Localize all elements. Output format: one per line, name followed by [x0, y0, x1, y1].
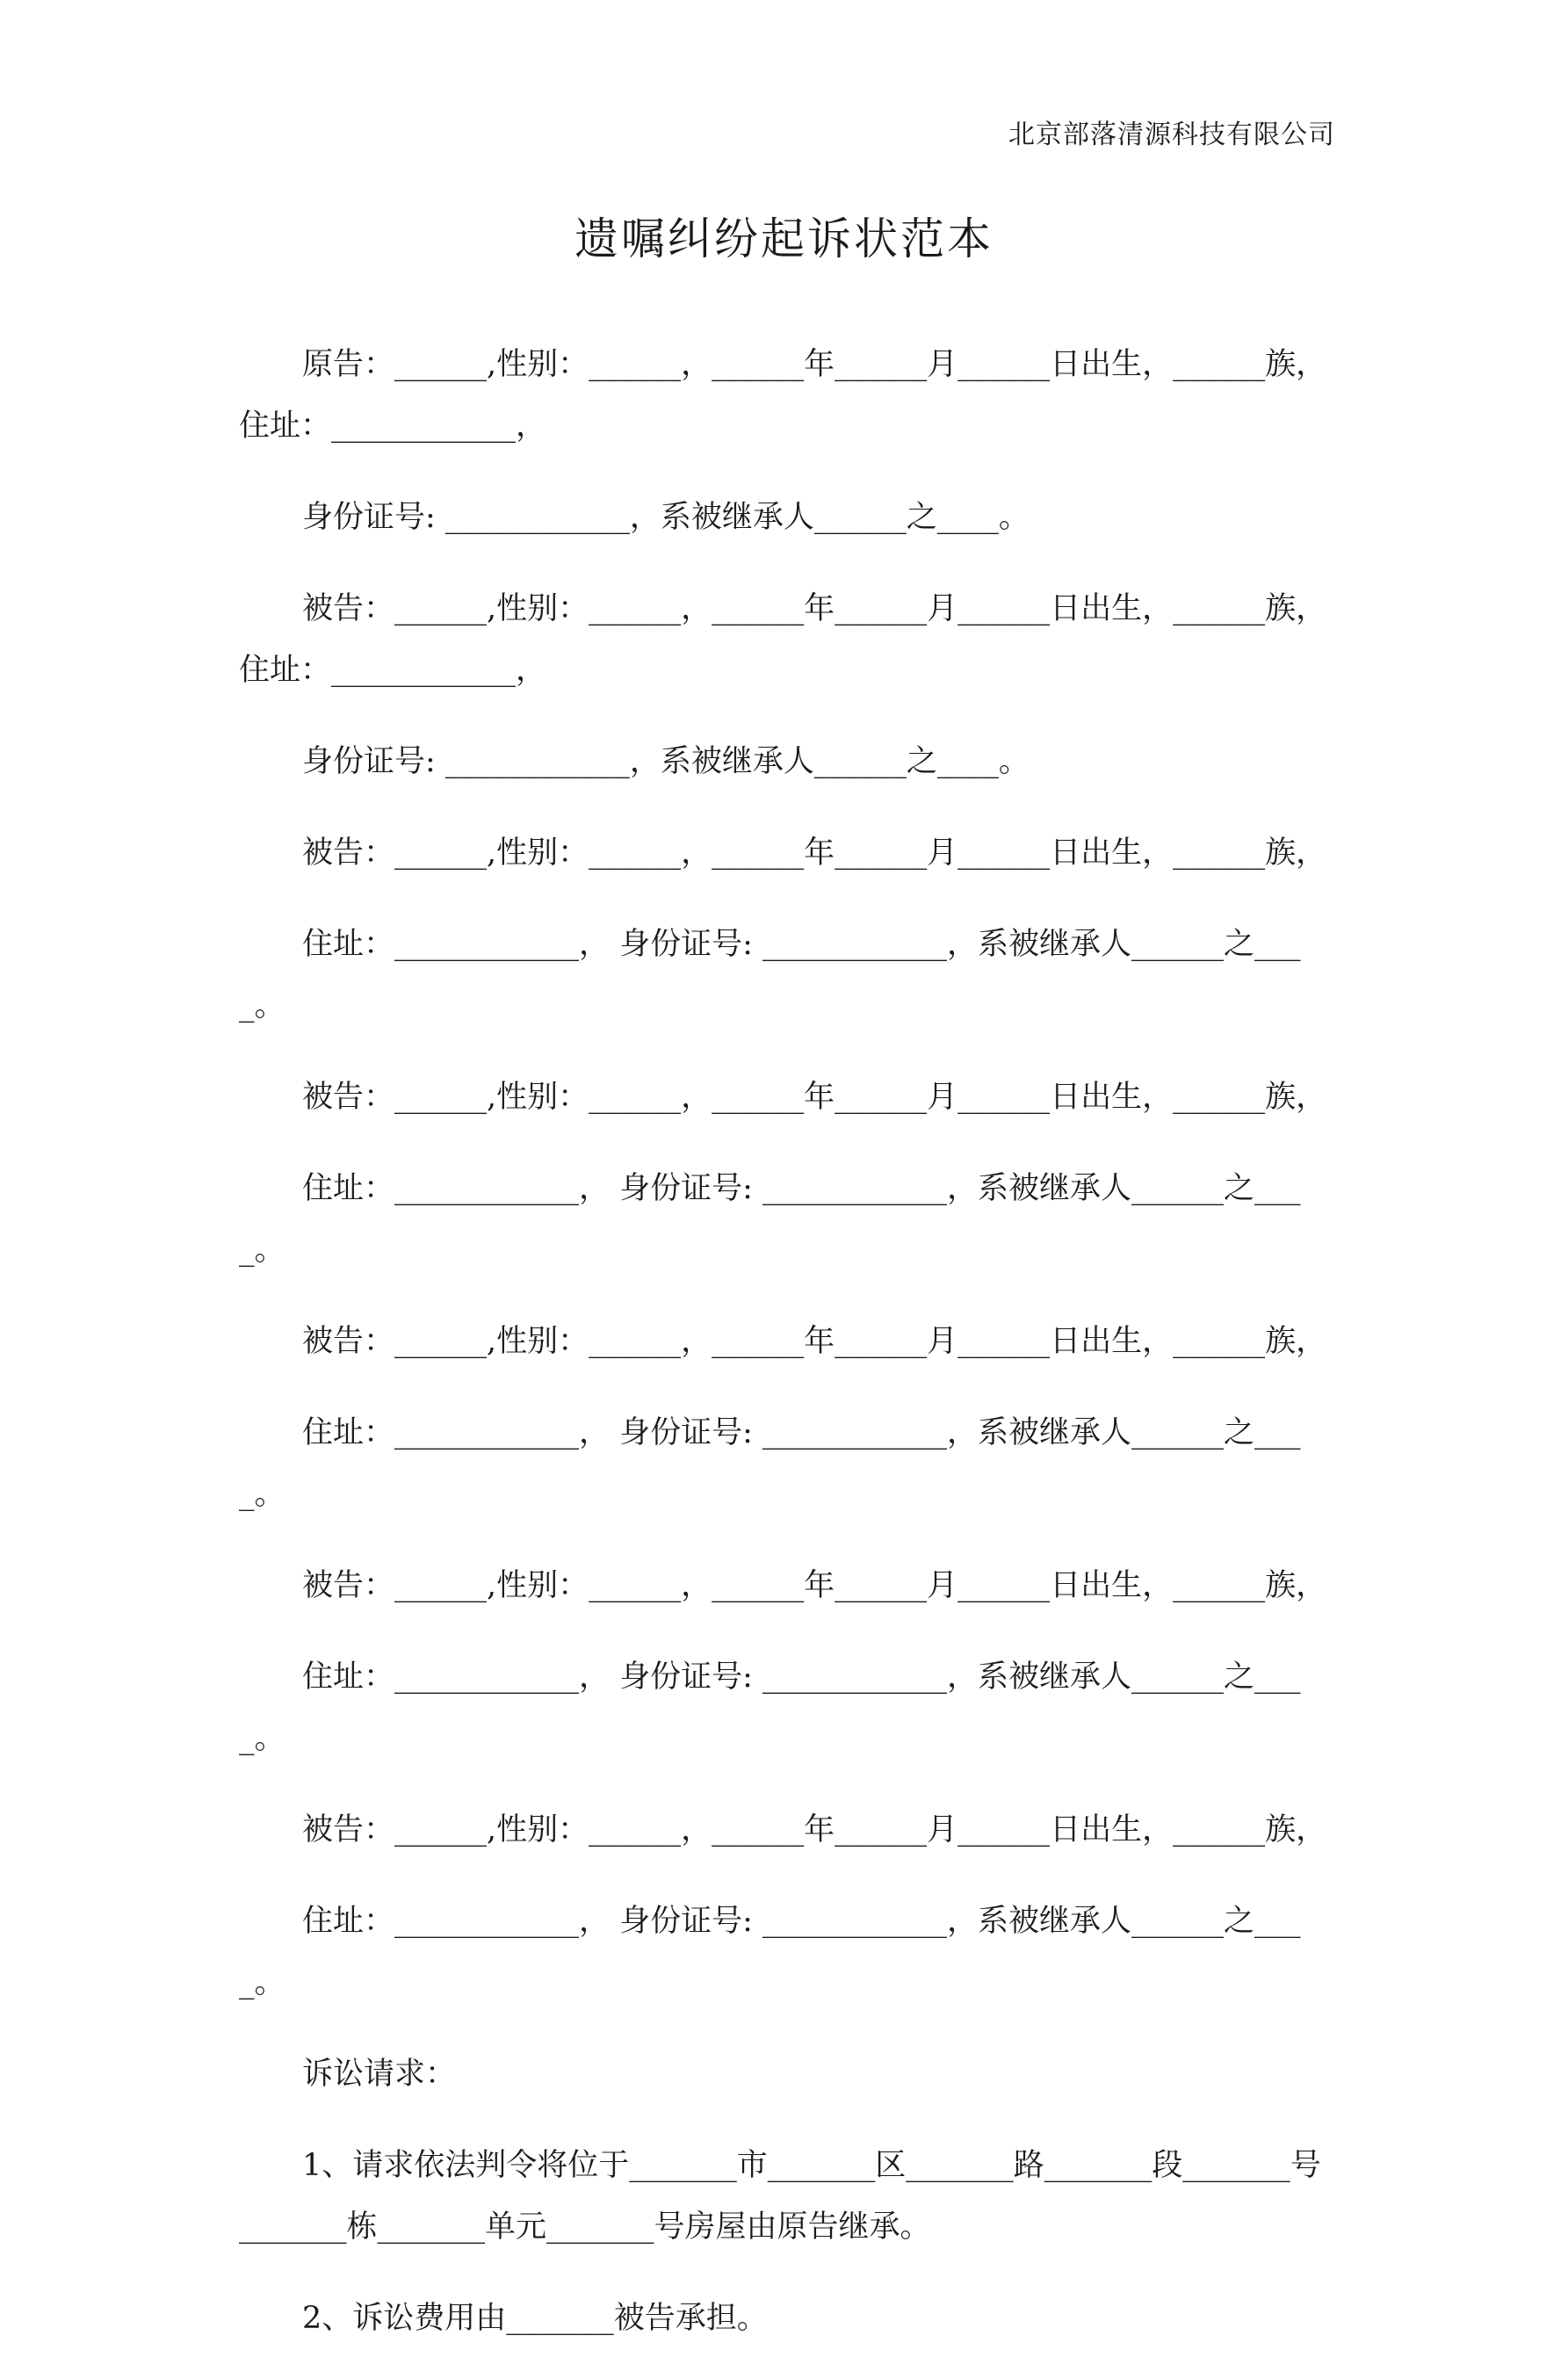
defendant-6-address-paragraph: 住址：____________， 身份证号: ____________，系被继承人______之____。: [239, 1904, 1301, 2000]
defendant-1-id-paragraph: 身份证号: ____________，系被继承人______之____。: [302, 744, 1030, 779]
defendant-5-address-paragraph: 住址：____________， 身份证号: ____________，系被继承人______之____。: [239, 1660, 1301, 1756]
defendant-2-address-paragraph: 住址：____________， 身份证号: ____________，系被继承人______之____。: [239, 927, 1301, 1023]
claim-2-paragraph: 2、诉讼费用由_______被告承担。: [302, 2301, 768, 2336]
claims-heading: 诉讼请求：: [302, 2057, 457, 2092]
defendant-4-info-paragraph: 被告：______,性别：______，______年______月______日出生，______族，: [302, 1324, 1327, 1359]
defendant-1-info-paragraph: 被告：______,性别：______，______年______月______日出生，______族，住址：____________，: [239, 591, 1327, 688]
document-title: 遗嘱纠纷起诉状范本: [574, 213, 994, 264]
company-name: 北京部落清源科技有限公司: [1008, 119, 1335, 150]
plaintiff-info-paragraph: 原告：______,性别：______，______年______月______日出生，______族，住址：____________，: [239, 347, 1327, 444]
defendant-3-address-paragraph: 住址：____________， 身份证号: ____________，系被继承人______之____。: [239, 1171, 1301, 1268]
defendant-5-info-paragraph: 被告：______,性别：______，______年______月______日出生，______族，: [302, 1568, 1327, 1603]
claim-1-paragraph: 1、请求依法判令将位于_______市_______区_______路_______段_______号_______栋_______单元_______号房屋由原告继承。: [239, 2148, 1321, 2245]
defendant-6-info-paragraph: 被告：______,性别：______，______年______月______日出生，______族，: [302, 1812, 1327, 1848]
document-body: [239, 334, 1332, 2379]
defendant-3-info-paragraph: 被告：______,性别：______，______年______月______日出生，______族，: [302, 1080, 1327, 1115]
defendant-4-address-paragraph: 住址：____________， 身份证号: ____________，系被继承人______之____。: [239, 1415, 1301, 1512]
defendant-2-info-paragraph: 被告：______,性别：______，______年______月______日出生，______族，: [302, 835, 1327, 871]
plaintiff-id-paragraph: 身份证号: ____________，系被继承人______之____。: [302, 500, 1030, 535]
